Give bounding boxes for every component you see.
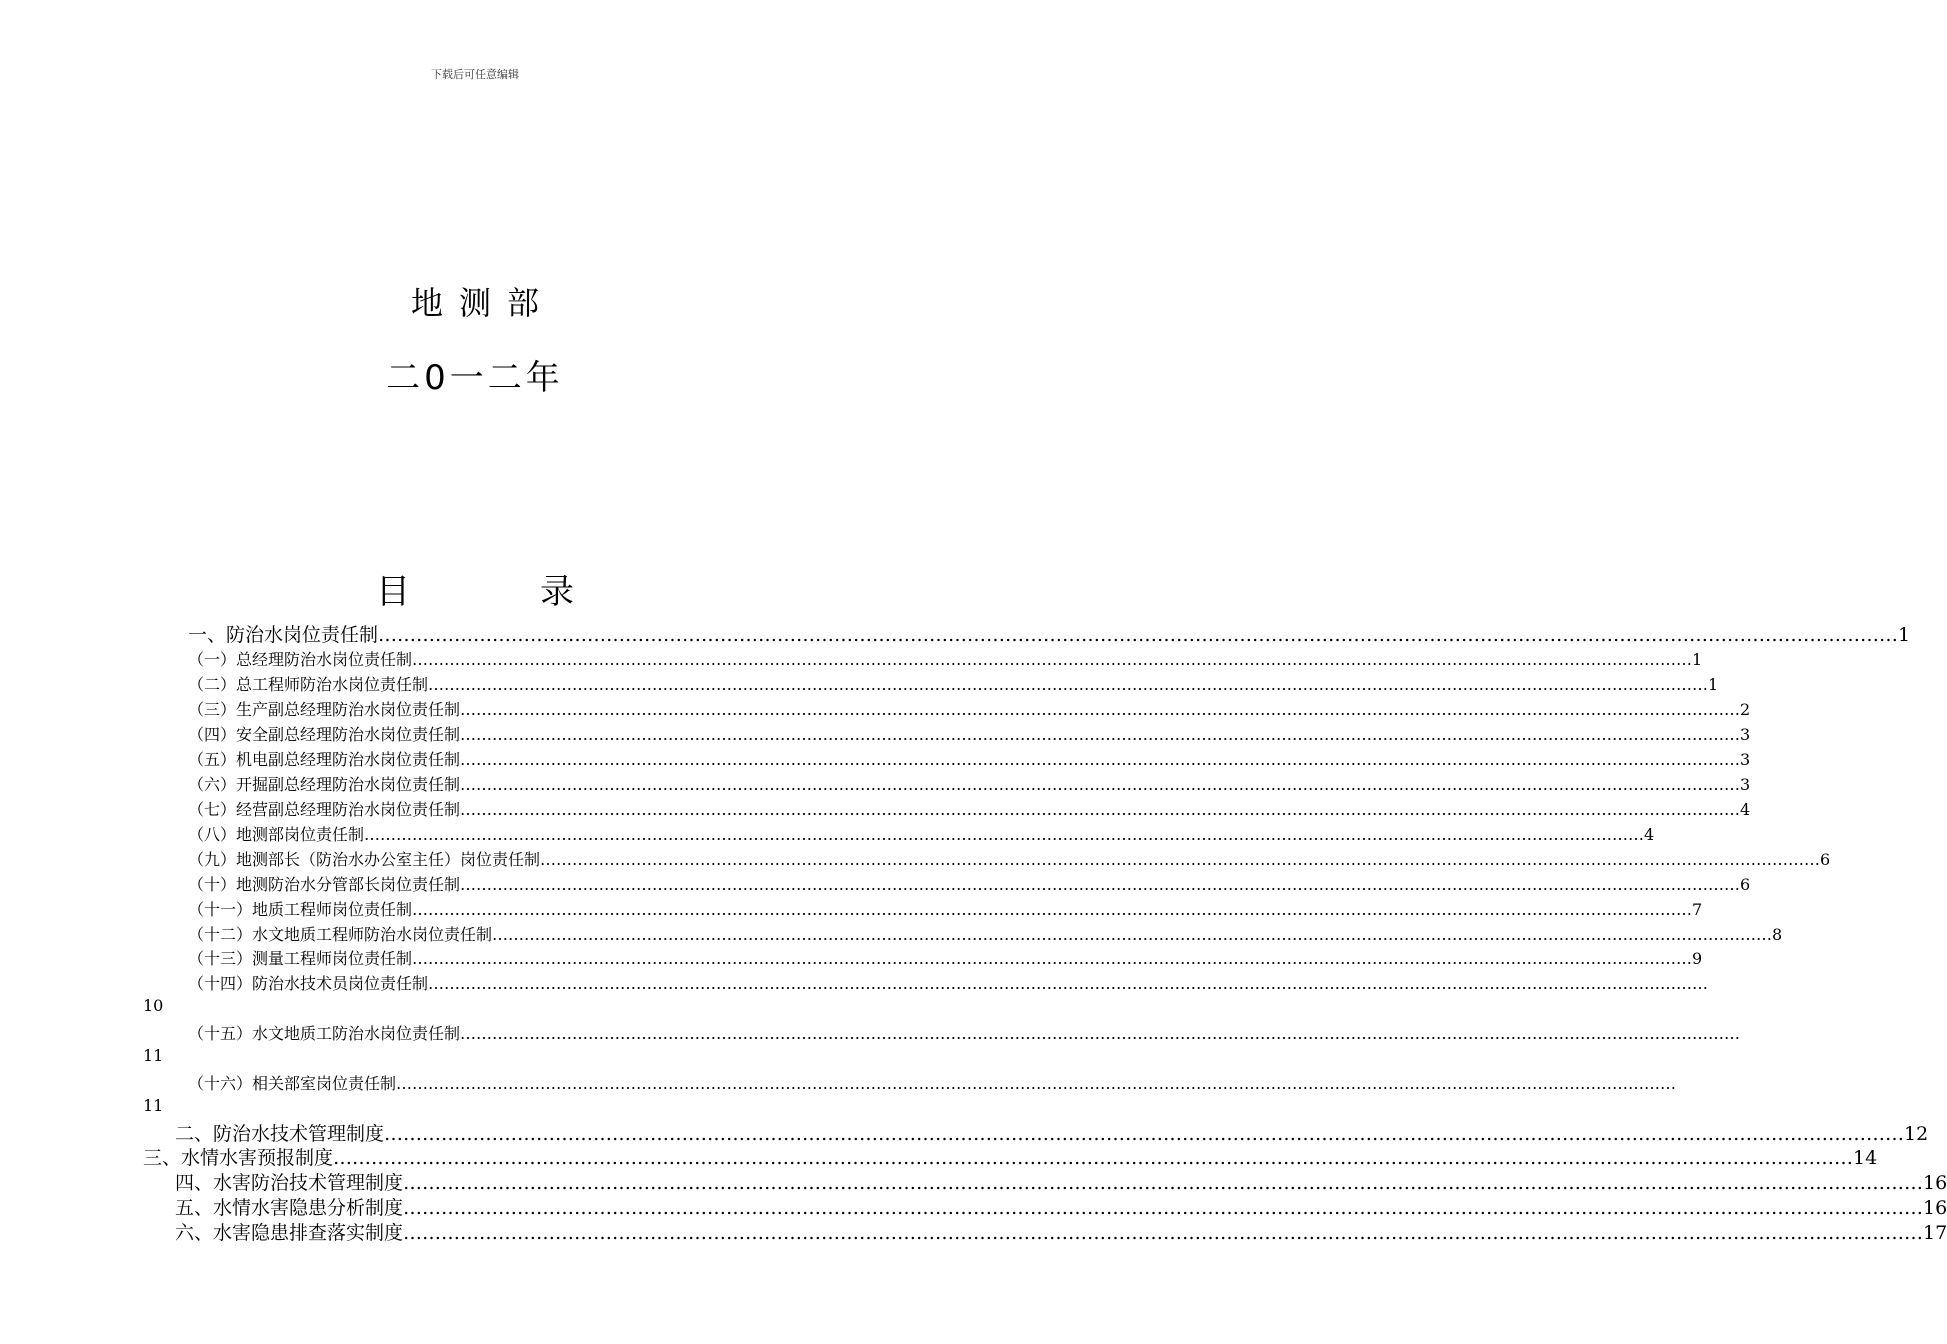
toc-heading-char-1: 目 (376, 572, 410, 612)
toc-entry[interactable] (188, 872, 1751, 895)
department-title: 地测部 (410, 284, 555, 322)
toc-entry-page: 3 (1740, 775, 1751, 794)
toc-leader-dots: …………………………………………………………………………………………………………………………………………………………………………………………………………………… (460, 875, 1741, 894)
toc-entry-label: 三、水情水害预报制度 (143, 1147, 334, 1169)
toc-entry-page: 14 (1853, 1147, 1878, 1169)
toc-heading-char-2: 录 (540, 572, 574, 612)
toc-leader-dots: …………………………………………………………………………………………………………………………………………………………………………………………………………………… (412, 900, 1693, 919)
toc-entry-label: 五、水情水害隐患分析制度 (175, 1197, 404, 1219)
toc-leader-dots: …………………………………………………………………………………………………………………………………………………………………………………………………………………… (396, 1074, 1677, 1093)
toc-entry[interactable] (188, 922, 1783, 945)
toc-entry[interactable] (143, 1143, 1878, 1170)
toc-entry-page: 6 (1820, 850, 1831, 869)
toc-entry-page: 16 (1923, 1197, 1947, 1219)
toc-entry-label: （十一）地质工程师岗位责任制 (188, 900, 413, 919)
toc-leader-dots: …………………………………………………………………………………………………………………………………………………………………………………………………………………… (403, 1197, 1924, 1219)
toc-entry-label: （四）安全副总经理防治水岗位责任制 (188, 725, 461, 744)
toc-entry-page: 1 (1898, 624, 1911, 646)
toc-entry-page: 11 (143, 1096, 164, 1115)
toc-entry-label: 二、防治水技术管理制度 (175, 1123, 385, 1145)
toc-entry-label: （六）开掘副总经理防治水岗位责任制 (188, 775, 461, 794)
toc-entry-page: 16 (1923, 1172, 1947, 1194)
toc-entry[interactable] (188, 620, 1911, 647)
toc-entry[interactable] (188, 672, 1719, 695)
toc-leader-dots: …………………………………………………………………………………………………………………………………………………………………………………………………………………… (333, 1147, 1854, 1169)
toc-entry[interactable] (188, 822, 1655, 845)
toc-leader-dots: …………………………………………………………………………………………………………………………………………………………………………………………………………………… (492, 925, 1773, 944)
toc-entry[interactable] (188, 946, 1703, 969)
toc-entry-label: （九）地测部长（防治水办公室主任）岗位责任制 (188, 850, 541, 869)
toc-entry-label: 一、防治水岗位责任制 (188, 624, 379, 646)
toc-leader-dots: …………………………………………………………………………………………………………………………………………………………………………………………………………………… (460, 1024, 1741, 1043)
toc-leader-dots: …………………………………………………………………………………………………………………………………………………………………………………………………………………… (460, 800, 1741, 819)
header-note: 下载后可任意编辑 (431, 68, 519, 81)
toc-entry-label: 四、水害防治技术管理制度 (175, 1172, 404, 1194)
toc-entry-label: （十六）相关部室岗位责任制 (188, 1074, 397, 1093)
toc-leader-dots: …………………………………………………………………………………………………………………………………………………………………………………………………………………… (460, 775, 1741, 794)
toc-entry-label: （一）总经理防治水岗位责任制 (188, 650, 413, 669)
toc-entry-page: 3 (1740, 725, 1751, 744)
toc-entry-page: 4 (1740, 800, 1751, 819)
toc-entry[interactable] (188, 797, 1751, 820)
toc-entry-page: 10 (143, 996, 164, 1015)
toc-leader-dots: …………………………………………………………………………………………………………………………………………………………………………………………………………………… (412, 650, 1693, 669)
year-title: 二0一二年 (386, 358, 564, 398)
toc-entry[interactable] (188, 647, 1703, 670)
toc-leader-dots: …………………………………………………………………………………………………………………………………………………………………………………………………………………… (428, 675, 1709, 694)
toc-entry[interactable] (188, 722, 1751, 745)
toc-leader-dots: …………………………………………………………………………………………………………………………………………………………………………………………………………………… (428, 974, 1709, 993)
toc-entry[interactable] (188, 1071, 1677, 1094)
toc-entry-page: 1 (1708, 675, 1719, 694)
toc-entry-label: （十）地测防治水分管部长岗位责任制 (188, 875, 461, 894)
toc-entry-page: 17 (1923, 1222, 1947, 1244)
toc-entry[interactable] (175, 1168, 1947, 1195)
toc-entry-label: （八）地测部岗位责任制 (188, 825, 365, 844)
toc-leader-dots: …………………………………………………………………………………………………………………………………………………………………………………………………………………… (364, 825, 1645, 844)
toc-leader-dots: …………………………………………………………………………………………………………………………………………………………………………………………………………………… (384, 1123, 1905, 1145)
toc-leader-dots: …………………………………………………………………………………………………………………………………………………………………………………………………………………… (403, 1222, 1924, 1244)
toc-leader-dots: …………………………………………………………………………………………………………………………………………………………………………………………………………………… (460, 750, 1741, 769)
toc-entry-label: （二）总工程师防治水岗位责任制 (188, 675, 429, 694)
toc-entry[interactable] (188, 897, 1703, 920)
toc-entry-label: （十五）水文地质工防治水岗位责任制 (188, 1024, 461, 1043)
toc-entry[interactable] (175, 1193, 1947, 1220)
toc-entry[interactable] (188, 772, 1751, 795)
toc-entry-page: 1 (1692, 650, 1703, 669)
toc-entry-page: 3 (1740, 750, 1751, 769)
toc-entry[interactable] (188, 697, 1751, 720)
toc-leader-dots: …………………………………………………………………………………………………………………………………………………………………………………………………………………… (403, 1172, 1924, 1194)
toc-entry[interactable] (188, 747, 1751, 770)
toc-entry-label: （十三）测量工程师岗位责任制 (188, 949, 413, 968)
toc-leader-dots: …………………………………………………………………………………………………………………………………………………………………………………………………………………… (378, 624, 1899, 646)
toc-entry-label: 六、水害隐患排查落实制度 (175, 1222, 404, 1244)
toc-entry[interactable] (188, 847, 1831, 870)
toc-entry-label: （十二）水文地质工程师防治水岗位责任制 (188, 925, 493, 944)
toc-leader-dots: …………………………………………………………………………………………………………………………………………………………………………………………………………………… (412, 949, 1693, 968)
toc-entry-page: 8 (1772, 925, 1783, 944)
toc-entry-page: 6 (1740, 875, 1751, 894)
toc-entry-label: （三）生产副总经理防治水岗位责任制 (188, 700, 461, 719)
toc-entry[interactable] (188, 971, 1709, 994)
toc-entry-label: （七）经营副总经理防治水岗位责任制 (188, 800, 461, 819)
toc-entry[interactable] (175, 1218, 1947, 1245)
toc-entry-page: 9 (1692, 949, 1703, 968)
toc-entry-page: 11 (143, 1046, 164, 1065)
toc-entry-page: 7 (1692, 900, 1703, 919)
toc-entry[interactable] (188, 1021, 1741, 1044)
toc-entry-page: 12 (1904, 1123, 1929, 1145)
toc-leader-dots: …………………………………………………………………………………………………………………………………………………………………………………………………………………… (460, 725, 1741, 744)
toc-leader-dots: …………………………………………………………………………………………………………………………………………………………………………………………………………………… (460, 700, 1741, 719)
toc-entry-label: （五）机电副总经理防治水岗位责任制 (188, 750, 461, 769)
toc-entry-page: 2 (1740, 700, 1751, 719)
toc-entry-page: 4 (1644, 825, 1655, 844)
toc-leader-dots: …………………………………………………………………………………………………………………………………………………………………………………………………………………… (540, 850, 1821, 869)
toc-entry-label: （十四）防治水技术员岗位责任制 (188, 974, 429, 993)
toc-entry[interactable] (175, 1119, 1929, 1146)
